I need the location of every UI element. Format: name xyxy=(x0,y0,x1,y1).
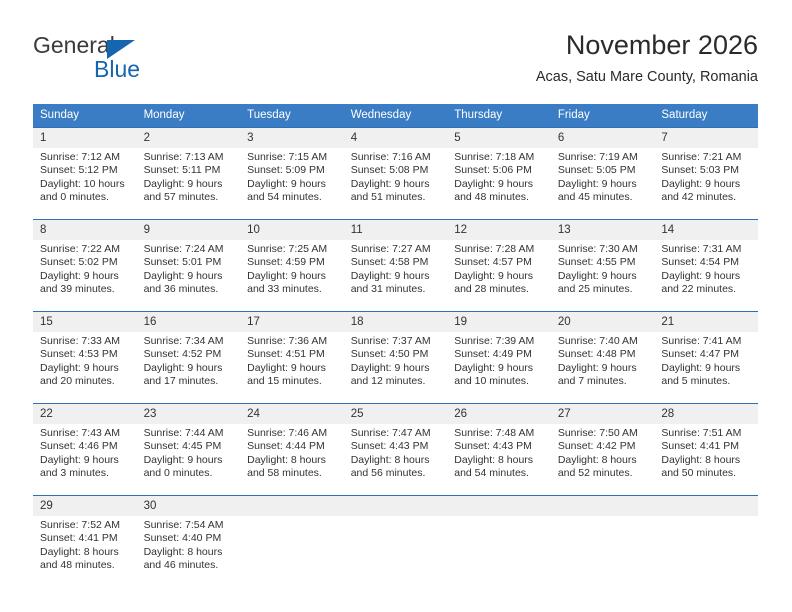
day-cell xyxy=(33,424,137,489)
day-cell xyxy=(137,148,241,213)
day-number[interactable]: 13 xyxy=(551,220,655,241)
day-number[interactable]: 26 xyxy=(447,404,551,425)
sunset-text: Sunset: 5:05 PM xyxy=(557,164,636,177)
calendar-table xyxy=(33,104,758,581)
day-number[interactable]: 3 xyxy=(240,128,344,149)
sunset-text: Sunset: 4:48 PM xyxy=(557,348,636,361)
daylight-text-cont: and 12 minutes. xyxy=(350,375,426,388)
weekday-header-sunday: Sunday xyxy=(33,104,137,128)
sunrise-text: Sunrise: 7:47 AM xyxy=(350,427,431,439)
sunset-text: Sunset: 5:01 PM xyxy=(143,256,222,269)
day-number[interactable]: 19 xyxy=(447,312,551,333)
daylight-text-cont: and 48 minutes. xyxy=(40,559,115,572)
sunset-text: Sunset: 4:59 PM xyxy=(247,256,325,269)
sunset-text: Sunset: 4:54 PM xyxy=(661,256,740,269)
day-cell xyxy=(654,148,758,213)
week-2-detail-row xyxy=(33,240,758,305)
sunrise-text: Sunrise: 7:15 AM xyxy=(247,151,328,163)
sunrise-text: Sunrise: 7:13 AM xyxy=(143,151,224,163)
daylight-text-cont: and 58 minutes. xyxy=(247,467,322,480)
daylight-text: Daylight: 9 hours xyxy=(661,269,741,282)
week-5-daynumber-row xyxy=(33,496,758,517)
day-number[interactable]: 5 xyxy=(447,128,551,149)
day-cell xyxy=(551,148,655,213)
sunrise-text: Sunrise: 7:24 AM xyxy=(143,243,224,255)
daylight-text-cont: and 15 minutes. xyxy=(247,375,322,388)
sunset-text: Sunset: 5:08 PM xyxy=(350,164,429,177)
day-number[interactable]: 4 xyxy=(344,128,448,149)
daylight-text: Daylight: 9 hours xyxy=(557,177,637,190)
day-number[interactable]: 15 xyxy=(33,312,137,333)
daylight-text-cont: and 54 minutes. xyxy=(454,467,529,480)
week-1-detail-row xyxy=(33,148,758,213)
daylight-text: Daylight: 9 hours xyxy=(350,269,430,282)
day-cell xyxy=(447,332,551,397)
daylight-text: Daylight: 8 hours xyxy=(661,453,741,466)
day-number[interactable]: 18 xyxy=(344,312,448,333)
sunrise-text: Sunrise: 7:21 AM xyxy=(661,151,742,163)
weekday-header-monday: Monday xyxy=(137,104,241,128)
sunset-text: Sunset: 5:12 PM xyxy=(40,164,118,177)
sunset-text: Sunset: 4:51 PM xyxy=(247,348,325,361)
sunrise-text: Sunrise: 7:44 AM xyxy=(143,427,224,439)
day-cell xyxy=(551,332,655,397)
day-number[interactable]: 29 xyxy=(33,496,137,517)
day-cell xyxy=(654,424,758,489)
day-number[interactable]: 21 xyxy=(654,312,758,333)
sunrise-text: Sunrise: 7:28 AM xyxy=(454,243,535,255)
daylight-text-cont: and 10 minutes. xyxy=(454,375,529,388)
day-cell xyxy=(654,240,758,305)
sunrise-text: Sunrise: 7:39 AM xyxy=(454,335,535,347)
day-number[interactable]: 22 xyxy=(33,404,137,425)
day-number-empty xyxy=(240,496,344,517)
day-cell xyxy=(240,424,344,489)
sunset-text: Sunset: 4:43 PM xyxy=(350,440,429,453)
sunset-text: Sunset: 5:02 PM xyxy=(40,256,118,269)
day-number[interactable]: 7 xyxy=(654,128,758,149)
day-cell xyxy=(33,240,137,305)
sunset-text: Sunset: 4:41 PM xyxy=(40,532,118,545)
daylight-text: Daylight: 9 hours xyxy=(247,361,326,374)
daylight-text: Daylight: 9 hours xyxy=(143,453,223,466)
daylight-text: Daylight: 9 hours xyxy=(350,361,430,374)
daylight-text-cont: and 52 minutes. xyxy=(557,467,633,480)
day-number[interactable]: 24 xyxy=(240,404,344,425)
daylight-text: Daylight: 9 hours xyxy=(40,361,119,374)
daylight-text: Daylight: 9 hours xyxy=(454,177,534,190)
day-cell xyxy=(137,424,241,489)
daylight-text-cont: and 46 minutes. xyxy=(143,559,219,572)
sunset-text: Sunset: 4:47 PM xyxy=(661,348,740,361)
weekday-header-tuesday: Tuesday xyxy=(240,104,344,128)
week-1-daynumber-row xyxy=(33,128,758,149)
week-2-daynumber-row xyxy=(33,220,758,241)
sunset-text: Sunset: 4:49 PM xyxy=(454,348,532,361)
day-number[interactable]: 1 xyxy=(33,128,137,149)
weekday-header-thursday: Thursday xyxy=(447,104,551,128)
daylight-text: Daylight: 8 hours xyxy=(350,453,430,466)
sunrise-text: Sunrise: 7:27 AM xyxy=(350,243,431,255)
sunset-text: Sunset: 5:06 PM xyxy=(454,164,532,177)
sunrise-text: Sunrise: 7:25 AM xyxy=(247,243,328,255)
day-number[interactable]: 17 xyxy=(240,312,344,333)
daylight-text: Daylight: 10 hours xyxy=(40,177,125,190)
daylight-text: Daylight: 9 hours xyxy=(661,361,741,374)
sunrise-text: Sunrise: 7:51 AM xyxy=(661,427,742,439)
daylight-text-cont: and 0 minutes. xyxy=(40,191,109,204)
daylight-text: Daylight: 8 hours xyxy=(454,453,534,466)
day-number[interactable]: 2 xyxy=(137,128,241,149)
day-number-empty xyxy=(654,496,758,517)
day-cell xyxy=(551,424,655,489)
sunrise-text: Sunrise: 7:30 AM xyxy=(557,243,638,255)
calendar-body xyxy=(33,128,758,582)
week-3-daynumber-row xyxy=(33,312,758,333)
sunset-text: Sunset: 4:58 PM xyxy=(350,256,429,269)
daylight-text-cont: and 17 minutes. xyxy=(143,375,219,388)
day-cell-empty xyxy=(240,516,344,581)
sunset-text: Sunset: 4:45 PM xyxy=(143,440,222,453)
day-cell xyxy=(137,332,241,397)
sunset-text: Sunset: 4:57 PM xyxy=(454,256,532,269)
sunrise-text: Sunrise: 7:22 AM xyxy=(40,243,120,255)
daylight-text-cont: and 33 minutes. xyxy=(247,283,322,296)
day-cell-empty xyxy=(551,516,655,581)
day-cell xyxy=(654,332,758,397)
daylight-text: Daylight: 9 hours xyxy=(454,269,534,282)
sunset-text: Sunset: 4:55 PM xyxy=(557,256,636,269)
daylight-text-cont: and 25 minutes. xyxy=(557,283,633,296)
day-cell xyxy=(33,516,137,581)
daylight-text: Daylight: 8 hours xyxy=(557,453,637,466)
week-4-daynumber-row xyxy=(33,404,758,425)
daylight-text-cont: and 57 minutes. xyxy=(143,191,219,204)
logo-text-general: General xyxy=(33,32,115,58)
week-3-detail-row xyxy=(33,332,758,397)
daylight-text-cont: and 31 minutes. xyxy=(350,283,426,296)
daylight-text-cont: and 22 minutes. xyxy=(661,283,737,296)
day-number[interactable]: 9 xyxy=(137,220,241,241)
day-number-empty xyxy=(344,496,448,517)
day-number[interactable]: 27 xyxy=(551,404,655,425)
day-cell-empty xyxy=(344,516,448,581)
daylight-text: Daylight: 9 hours xyxy=(247,269,326,282)
day-number[interactable]: 14 xyxy=(654,220,758,241)
daylight-text-cont: and 39 minutes. xyxy=(40,283,115,296)
daylight-text: Daylight: 9 hours xyxy=(143,269,223,282)
daylight-text: Daylight: 9 hours xyxy=(661,177,741,190)
daylight-text-cont: and 50 minutes. xyxy=(661,467,737,480)
daylight-text-cont: and 51 minutes. xyxy=(350,191,426,204)
sunset-text: Sunset: 4:52 PM xyxy=(143,348,222,361)
day-number[interactable]: 30 xyxy=(137,496,241,517)
daylight-text-cont: and 0 minutes. xyxy=(143,467,213,480)
day-cell xyxy=(551,240,655,305)
sunset-text: Sunset: 4:40 PM xyxy=(143,532,222,545)
sunset-text: Sunset: 4:42 PM xyxy=(557,440,636,453)
sunset-text: Sunset: 4:46 PM xyxy=(40,440,118,453)
sunrise-text: Sunrise: 7:34 AM xyxy=(143,335,224,347)
location-subtitle: Acas, Satu Mare County, Romania xyxy=(535,69,758,85)
day-cell xyxy=(344,148,448,213)
day-cell xyxy=(447,148,551,213)
sunset-text: Sunset: 4:43 PM xyxy=(454,440,532,453)
daylight-text-cont: and 28 minutes. xyxy=(454,283,529,296)
sunrise-text: Sunrise: 7:19 AM xyxy=(557,151,638,163)
daylight-text: Daylight: 8 hours xyxy=(143,545,223,558)
day-cell xyxy=(33,332,137,397)
sunrise-text: Sunrise: 7:46 AM xyxy=(247,427,328,439)
day-cell xyxy=(240,332,344,397)
sunrise-text: Sunrise: 7:16 AM xyxy=(350,151,431,163)
daylight-text-cont: and 42 minutes. xyxy=(661,191,737,204)
daylight-text: Daylight: 9 hours xyxy=(350,177,430,190)
day-number-empty xyxy=(447,496,551,517)
daylight-text-cont: and 3 minutes. xyxy=(40,467,109,480)
daylight-text: Daylight: 9 hours xyxy=(143,361,223,374)
daylight-text: Daylight: 8 hours xyxy=(247,453,326,466)
day-cell xyxy=(344,332,448,397)
sunrise-text: Sunrise: 7:12 AM xyxy=(40,151,120,163)
day-number[interactable]: 25 xyxy=(344,404,448,425)
daylight-text-cont: and 54 minutes. xyxy=(247,191,322,204)
day-cell xyxy=(240,240,344,305)
day-number[interactable]: 8 xyxy=(33,220,137,241)
week-5-detail-row xyxy=(33,516,758,581)
page-header xyxy=(33,28,758,90)
sunrise-text: Sunrise: 7:43 AM xyxy=(40,427,120,439)
calendar-header-row xyxy=(33,104,758,128)
daylight-text-cont: and 36 minutes. xyxy=(143,283,219,296)
day-cell xyxy=(137,240,241,305)
sunset-text: Sunset: 5:11 PM xyxy=(143,164,221,177)
sunset-text: Sunset: 4:50 PM xyxy=(350,348,429,361)
day-number[interactable]: 28 xyxy=(654,404,758,425)
title-block xyxy=(536,28,758,88)
day-cell xyxy=(344,424,448,489)
day-cell xyxy=(447,424,551,489)
week-4-detail-row xyxy=(33,424,758,489)
daylight-text: Daylight: 9 hours xyxy=(557,361,637,374)
day-number[interactable]: 11 xyxy=(344,220,448,241)
day-cell xyxy=(240,148,344,213)
logo-text-blue: Blue xyxy=(94,56,141,82)
sunset-text: Sunset: 4:53 PM xyxy=(40,348,118,361)
day-cell-empty xyxy=(447,516,551,581)
sunrise-text: Sunrise: 7:50 AM xyxy=(557,427,638,439)
daylight-text: Daylight: 9 hours xyxy=(557,269,637,282)
day-number[interactable]: 12 xyxy=(447,220,551,241)
sunrise-text: Sunrise: 7:41 AM xyxy=(661,335,742,347)
sunset-text: Sunset: 5:09 PM xyxy=(247,164,325,177)
sunrise-text: Sunrise: 7:33 AM xyxy=(40,335,120,347)
daylight-text: Daylight: 9 hours xyxy=(40,453,119,466)
weekday-header-wednesday: Wednesday xyxy=(344,104,448,128)
day-cell xyxy=(137,516,241,581)
weekday-header-saturday: Saturday xyxy=(654,104,758,128)
day-number[interactable]: 10 xyxy=(240,220,344,241)
sunrise-text: Sunrise: 7:40 AM xyxy=(557,335,638,347)
daylight-text-cont: and 45 minutes. xyxy=(557,191,633,204)
daylight-text: Daylight: 9 hours xyxy=(40,269,119,282)
day-cell xyxy=(33,148,137,213)
daylight-text-cont: and 5 minutes. xyxy=(661,375,731,388)
daylight-text: Daylight: 9 hours xyxy=(143,177,223,190)
sunrise-text: Sunrise: 7:52 AM xyxy=(40,519,120,531)
sunset-text: Sunset: 5:03 PM xyxy=(661,164,740,177)
daylight-text-cont: and 56 minutes. xyxy=(350,467,426,480)
day-cell xyxy=(447,240,551,305)
sunrise-text: Sunrise: 7:36 AM xyxy=(247,335,328,347)
day-number[interactable]: 23 xyxy=(137,404,241,425)
day-number[interactable]: 16 xyxy=(137,312,241,333)
sunrise-text: Sunrise: 7:54 AM xyxy=(143,519,224,531)
sunset-text: Sunset: 4:41 PM xyxy=(661,440,740,453)
day-number-empty xyxy=(551,496,655,517)
daylight-text-cont: and 7 minutes. xyxy=(557,375,627,388)
page-title: November 2026 xyxy=(565,30,758,60)
general-blue-logo[interactable] xyxy=(33,32,233,86)
daylight-text-cont: and 48 minutes. xyxy=(454,191,529,204)
sunrise-text: Sunrise: 7:48 AM xyxy=(454,427,535,439)
sunrise-text: Sunrise: 7:31 AM xyxy=(661,243,742,255)
day-number[interactable]: 6 xyxy=(551,128,655,149)
day-number[interactable]: 20 xyxy=(551,312,655,333)
sunrise-text: Sunrise: 7:37 AM xyxy=(350,335,431,347)
day-cell xyxy=(344,240,448,305)
daylight-text: Daylight: 8 hours xyxy=(40,545,119,558)
sunset-text: Sunset: 4:44 PM xyxy=(247,440,325,453)
day-cell-empty xyxy=(654,516,758,581)
daylight-text-cont: and 20 minutes. xyxy=(40,375,115,388)
daylight-text: Daylight: 9 hours xyxy=(454,361,534,374)
sunrise-text: Sunrise: 7:18 AM xyxy=(454,151,535,163)
daylight-text: Daylight: 9 hours xyxy=(247,177,326,190)
weekday-header-friday: Friday xyxy=(551,104,655,128)
